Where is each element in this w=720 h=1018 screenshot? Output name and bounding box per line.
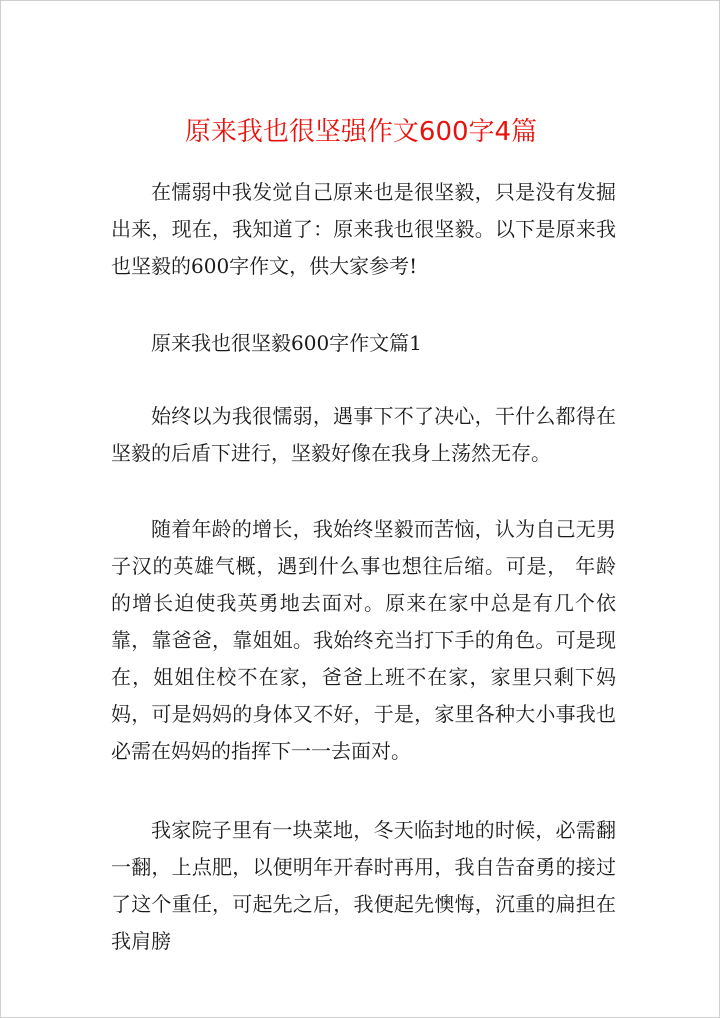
intro-paragraph: 在懦弱中我发觉自己原来也是很坚毅，只是没有发掘出来，现在，我知道了：原来我也很坚毅。以下是原来我也坚毅的600字作文，供大家参考! [111,180,616,278]
body-paragraph: 随着年龄的增长，我始终坚毅而苦恼，认为自己无男子汉的英雄气概，遇到什么事也想往后缩。可是， 年龄的增长迫使我英勇地去面对。原来在家中总是有几个依靠，靠爸爸，靠姐姐。我始终充当打下手的角色。可是现在，姐姐住校不在家，爸爸上班不在家，家里只剩下妈妈，可是妈妈的身体又不好，于是，家里各种大小事我也必需在妈妈的指挥下一一去面对。 [111,517,616,763]
body-paragraph: 我家院子里有一块菜地，冬天临封地的时候，必需翻一翻，上点肥，以便明年开春时再用，我自告奋勇的接过了这个重任，可起先之后，我便起先懊悔，沉重的扁担在我肩膀 [111,818,616,953]
document-title: 原来我也很坚强作文600字4篇 [184,117,538,147]
body-paragraph: 始终以为我很懦弱，遇事下不了决心，干什么都得在坚毅的后盾下进行，坚毅好像在我身上荡然无存。 [111,404,616,465]
section-heading: 原来我也很坚毅600字作文篇1 [151,331,422,355]
